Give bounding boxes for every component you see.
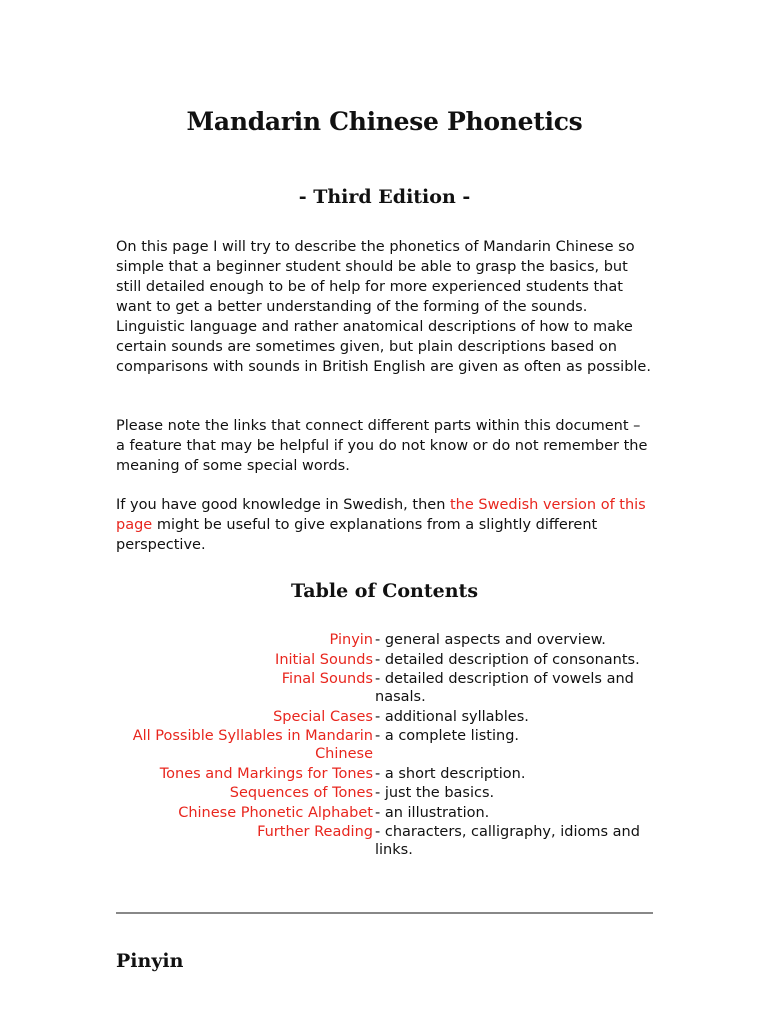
table-of-contents [116, 631, 656, 861]
toc-link-all-syllables[interactable]: All Possible Syllables in Mandarin Chinese [132, 728, 373, 762]
toc-row [116, 631, 656, 649]
toc-description: - detailed description of vowels and nasals. [375, 671, 634, 705]
toc-row [116, 765, 656, 783]
toc-title: Table of Contents [290, 580, 479, 602]
toc-row [116, 804, 656, 822]
toc-description: - general aspects and overview. [375, 632, 606, 648]
toc-link-tones[interactable]: Tones and Markings for Tones [159, 765, 373, 782]
swedish-paragraph [116, 495, 653, 555]
toc-link-phonetic-alphabet[interactable]: Chinese Phonetic Alphabet [178, 804, 373, 821]
toc-row [116, 727, 656, 763]
toc-row [116, 823, 656, 859]
toc-row [116, 784, 656, 802]
toc-description: - a short description. [375, 765, 526, 782]
toc-row [116, 651, 656, 669]
toc-link-sequences-of-tones[interactable]: Sequences of Tones [229, 785, 373, 801]
toc-description: - additional syllables. [375, 708, 529, 725]
toc-description: - detailed description of consonants. [375, 651, 640, 668]
note-paragraph: Please note the links that connect different parts within this document – a feature that may be helpful if you do not know or do not remember the meaning of some special words. [116, 418, 648, 474]
toc-description: - a complete listing. [375, 728, 520, 744]
toc-link-final-sounds[interactable]: Final Sounds [281, 671, 373, 687]
toc-description: - just the basics. [375, 785, 495, 801]
toc-link-special-cases[interactable]: Special Cases [273, 708, 373, 725]
toc-description: - characters, calligraphy, idioms and links. [375, 824, 640, 858]
toc-link-pinyin[interactable]: Pinyin [329, 632, 373, 648]
intro-paragraph: On this page I will try to describe the phonetics of Mandarin Chinese so simple that a beginner student should be able to grasp the basics, but still detailed enough to be of help for more experienced students that want to get a better understanding of the forming of the sounds. Linguistic language and rather anatomical descriptions of how to make certain sounds are sometimes given, but plain descriptions based on comparisons with sounds in British English are given as often as possible. [116, 239, 651, 375]
edition-subtitle: - Third Edition - [298, 186, 471, 208]
swedish-version-link[interactable]: the Swedish version of this page [116, 497, 646, 533]
toc-row [116, 670, 656, 706]
toc-row [116, 708, 656, 726]
section-heading-pinyin: Pinyin [116, 950, 184, 972]
toc-description: - an illustration. [375, 804, 490, 821]
section-divider [116, 912, 653, 914]
page-title: Mandarin Chinese Phonetics [186, 107, 583, 136]
toc-link-initial-sounds[interactable]: Initial Sounds [275, 651, 373, 668]
swedish-text-before: If you have good knowledge in Swedish, then [116, 497, 450, 513]
toc-link-further-reading[interactable]: Further Reading [257, 824, 373, 840]
swedish-text-after: might be useful to give explanations from a slightly different perspective. [116, 517, 598, 553]
